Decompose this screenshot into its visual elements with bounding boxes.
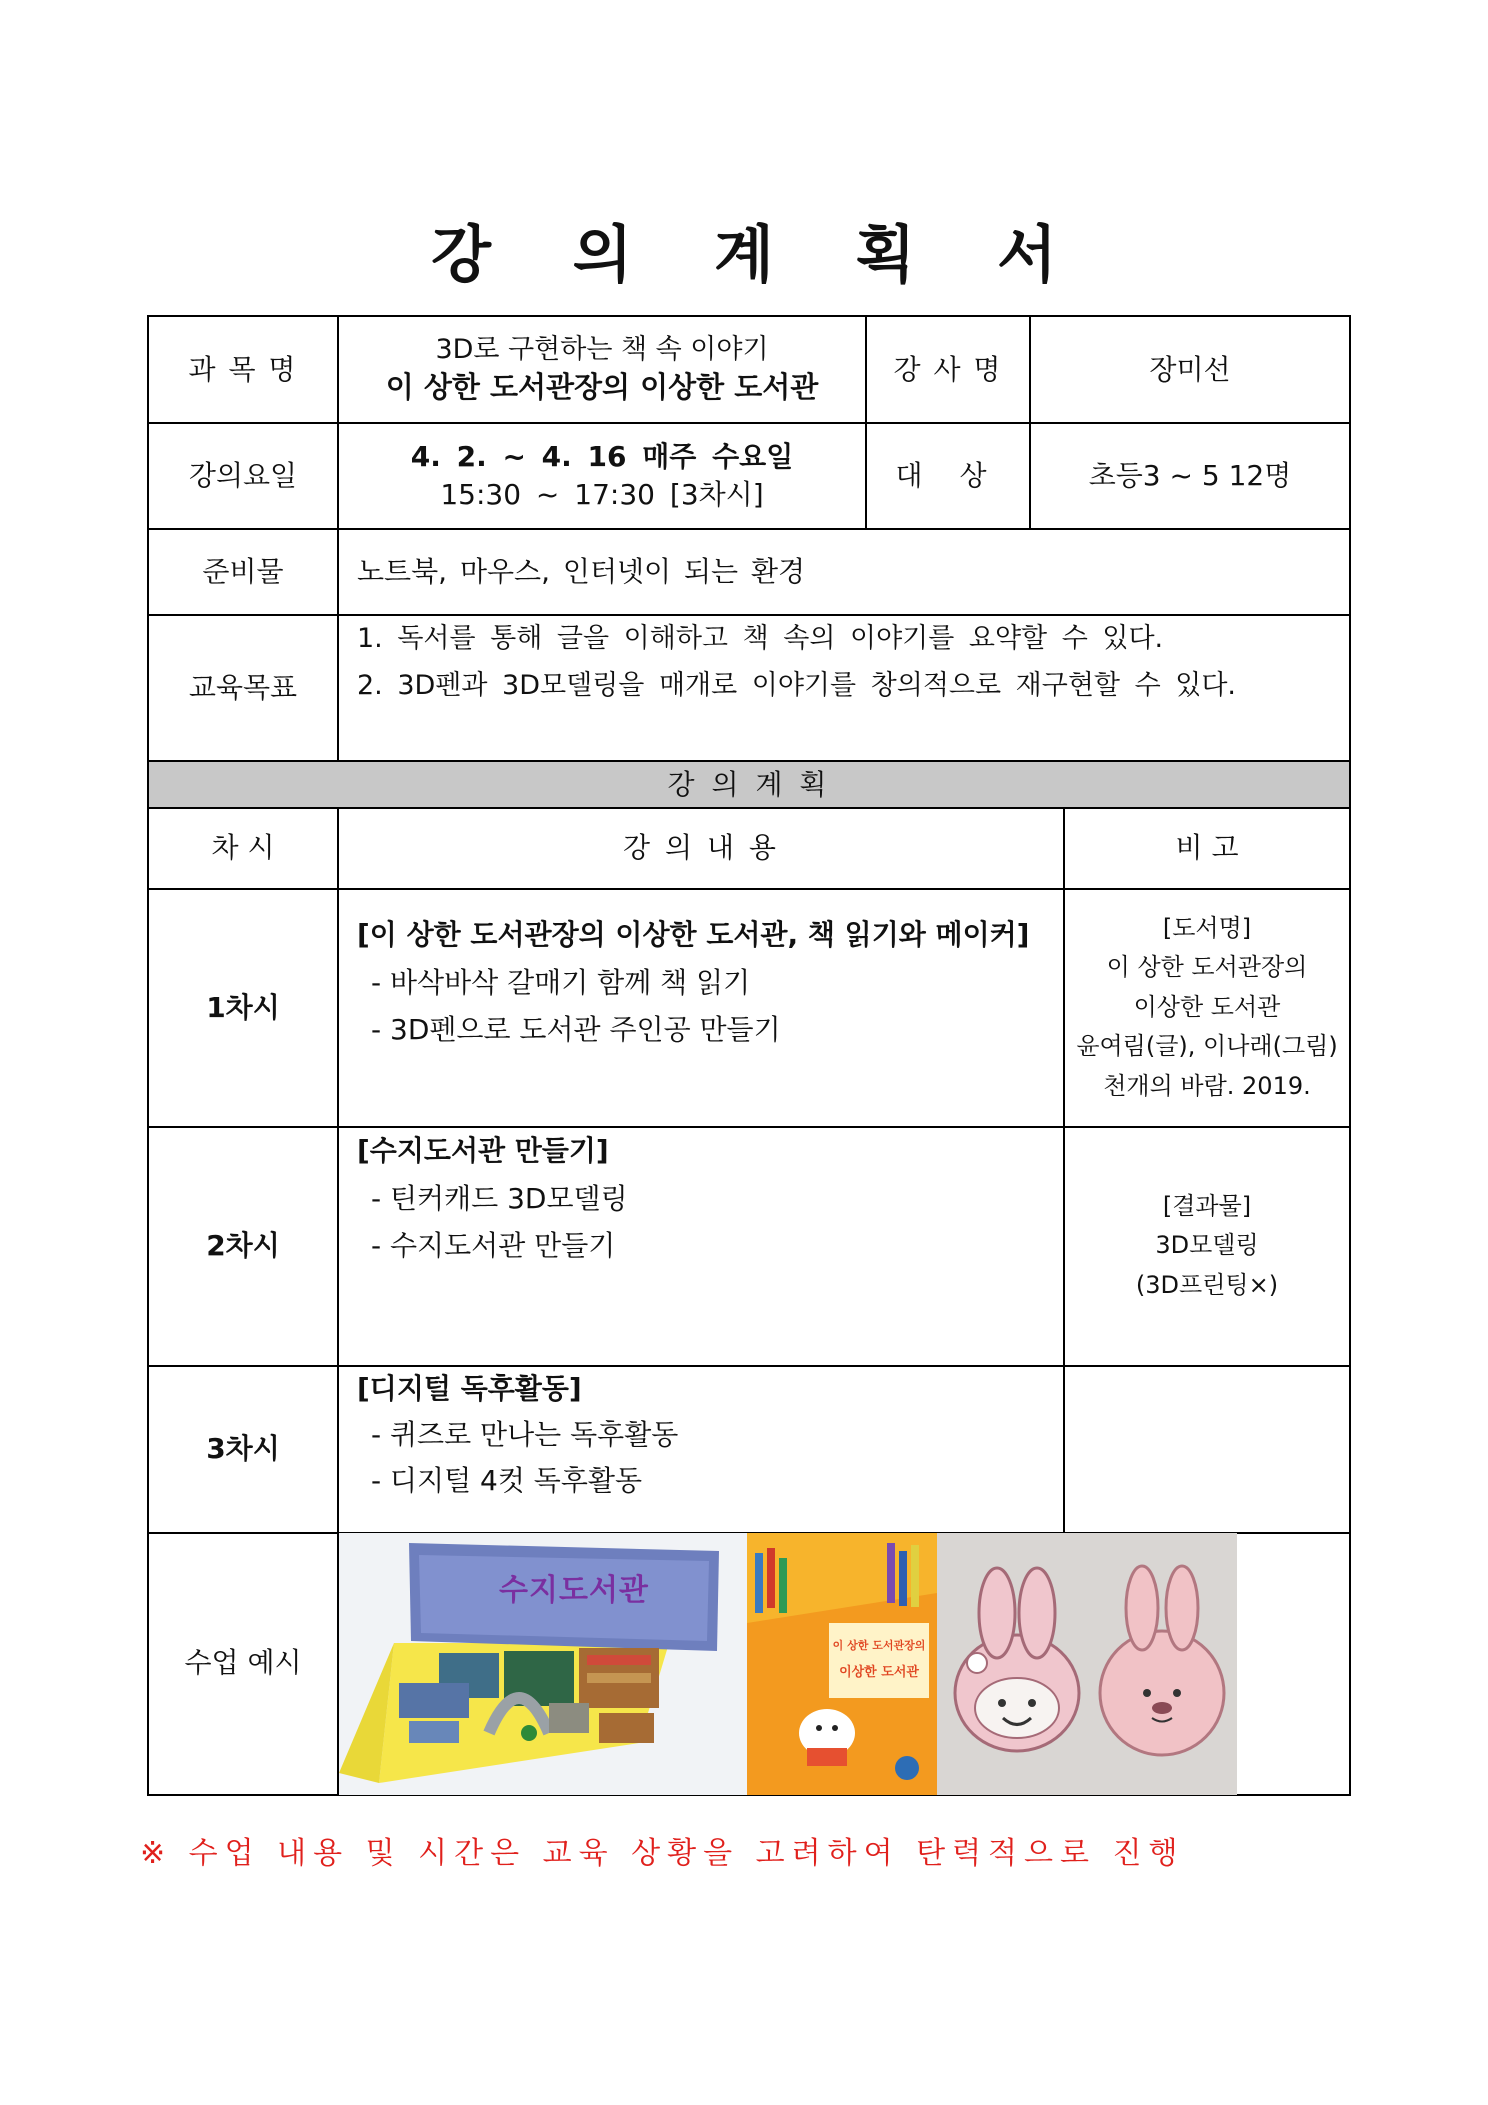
target-label: 대 상 bbox=[895, 458, 1001, 492]
goal-item: 1. 독서를 통해 글을 이해하고 책 속의 이야기를 요약할 수 있다. bbox=[357, 623, 1164, 654]
target-value: 초등3 ~ 5 12명 bbox=[1088, 458, 1292, 492]
session-content bbox=[339, 1127, 1063, 1365]
schedule-dates: 4. 2. ~ 4. 16 매주 수요일 bbox=[410, 439, 794, 473]
session-item: - 디지털 4컷 독후활동 bbox=[371, 1464, 643, 1498]
subject-subtitle: 3D로 구현하는 책 속 이야기 bbox=[435, 333, 769, 365]
schedule-time: 15:30 ~ 17:30 [3차시] bbox=[440, 477, 764, 511]
header-session: 차 시 bbox=[211, 831, 275, 865]
note-line: [결과물] bbox=[1162, 1191, 1252, 1220]
goal-item: 2. 3D펜과 3D모델링을 매개로 이야기를 창의적으로 재구현할 수 있다. bbox=[357, 670, 1236, 702]
materials-label: 준비물 bbox=[202, 554, 284, 588]
plan-section-title: 강 의 계 획 bbox=[149, 762, 1349, 807]
library-model-image bbox=[339, 1533, 747, 1795]
book-cover-image bbox=[747, 1533, 937, 1795]
session-item: - 3D펜으로 도서관 주인공 만들기 bbox=[371, 1013, 781, 1047]
subject-label: 과 목 명 bbox=[188, 352, 298, 386]
schedule-cell bbox=[339, 423, 865, 528]
note-line: [도서명] bbox=[1162, 913, 1252, 942]
session-note bbox=[1065, 1127, 1349, 1365]
session-item: - 수지도서관 만들기 bbox=[371, 1229, 616, 1263]
header-content: 강 의 내 용 bbox=[623, 831, 779, 865]
goals-list bbox=[339, 615, 1349, 760]
model-sign-text: 수지도서관 bbox=[499, 1573, 649, 1608]
note-line: 천개의 바람. 2019. bbox=[1103, 1071, 1311, 1100]
session-item: - 틴커캐드 3D모델링 bbox=[371, 1181, 628, 1215]
book-title-line-1: 이 상한 도서관장의 bbox=[832, 1639, 926, 1652]
example-label: 수업 예시 bbox=[184, 1646, 302, 1680]
note-line: 3D모델링 bbox=[1155, 1231, 1259, 1260]
footnote: ※ 수업 내용 및 시간은 교육 상황을 고려하여 탄력적으로 진행 bbox=[140, 1836, 1185, 1871]
book-title-line-2: 이상한 도서관 bbox=[839, 1665, 919, 1680]
subject-title: 이 상한 도서관장의 이상한 도서관 bbox=[385, 370, 819, 405]
note-line: 이 상한 도서관장의 bbox=[1106, 953, 1308, 982]
goals-label: 교육목표 bbox=[188, 670, 298, 704]
subject-cell bbox=[339, 317, 865, 422]
document-title: 강 의 계 획 서 bbox=[431, 218, 1087, 291]
header-note: 비 고 bbox=[1175, 831, 1239, 865]
3d-pen-bunny-image bbox=[937, 1533, 1237, 1795]
schedule-label: 강의요일 bbox=[188, 458, 298, 492]
session-item: - 바삭바삭 갈매기 함께 책 읽기 bbox=[371, 965, 751, 999]
session-note bbox=[1065, 889, 1349, 1126]
session-note-empty bbox=[1065, 1366, 1349, 1532]
session-heading: [수지도서관 만들기] bbox=[357, 1134, 609, 1167]
instructor-name: 장미선 bbox=[1149, 352, 1231, 386]
note-line: 이상한 도서관 bbox=[1133, 992, 1281, 1021]
session-heading: [이 상한 도서관장의 이상한 도서관, 책 읽기와 메이커] bbox=[357, 918, 1030, 951]
session-heading: [디지털 독후활동] bbox=[357, 1372, 582, 1405]
note-line: 윤여림(글), 이나래(그림) bbox=[1076, 1032, 1338, 1061]
session-content bbox=[339, 1366, 1063, 1532]
session-content bbox=[339, 889, 1063, 1126]
session-label: 3차시 bbox=[206, 1432, 280, 1466]
session-label: 2차시 bbox=[206, 1229, 280, 1263]
materials-value: 노트북, 마우스, 인터넷이 되는 환경 bbox=[357, 554, 806, 588]
note-line: (3D프린팅×) bbox=[1135, 1270, 1279, 1299]
session-label: 1차시 bbox=[206, 990, 280, 1024]
lecture-plan-table bbox=[147, 315, 1351, 1796]
session-item: - 퀴즈로 만나는 독후활동 bbox=[371, 1418, 679, 1452]
instructor-label: 강 사 명 bbox=[893, 352, 1003, 386]
